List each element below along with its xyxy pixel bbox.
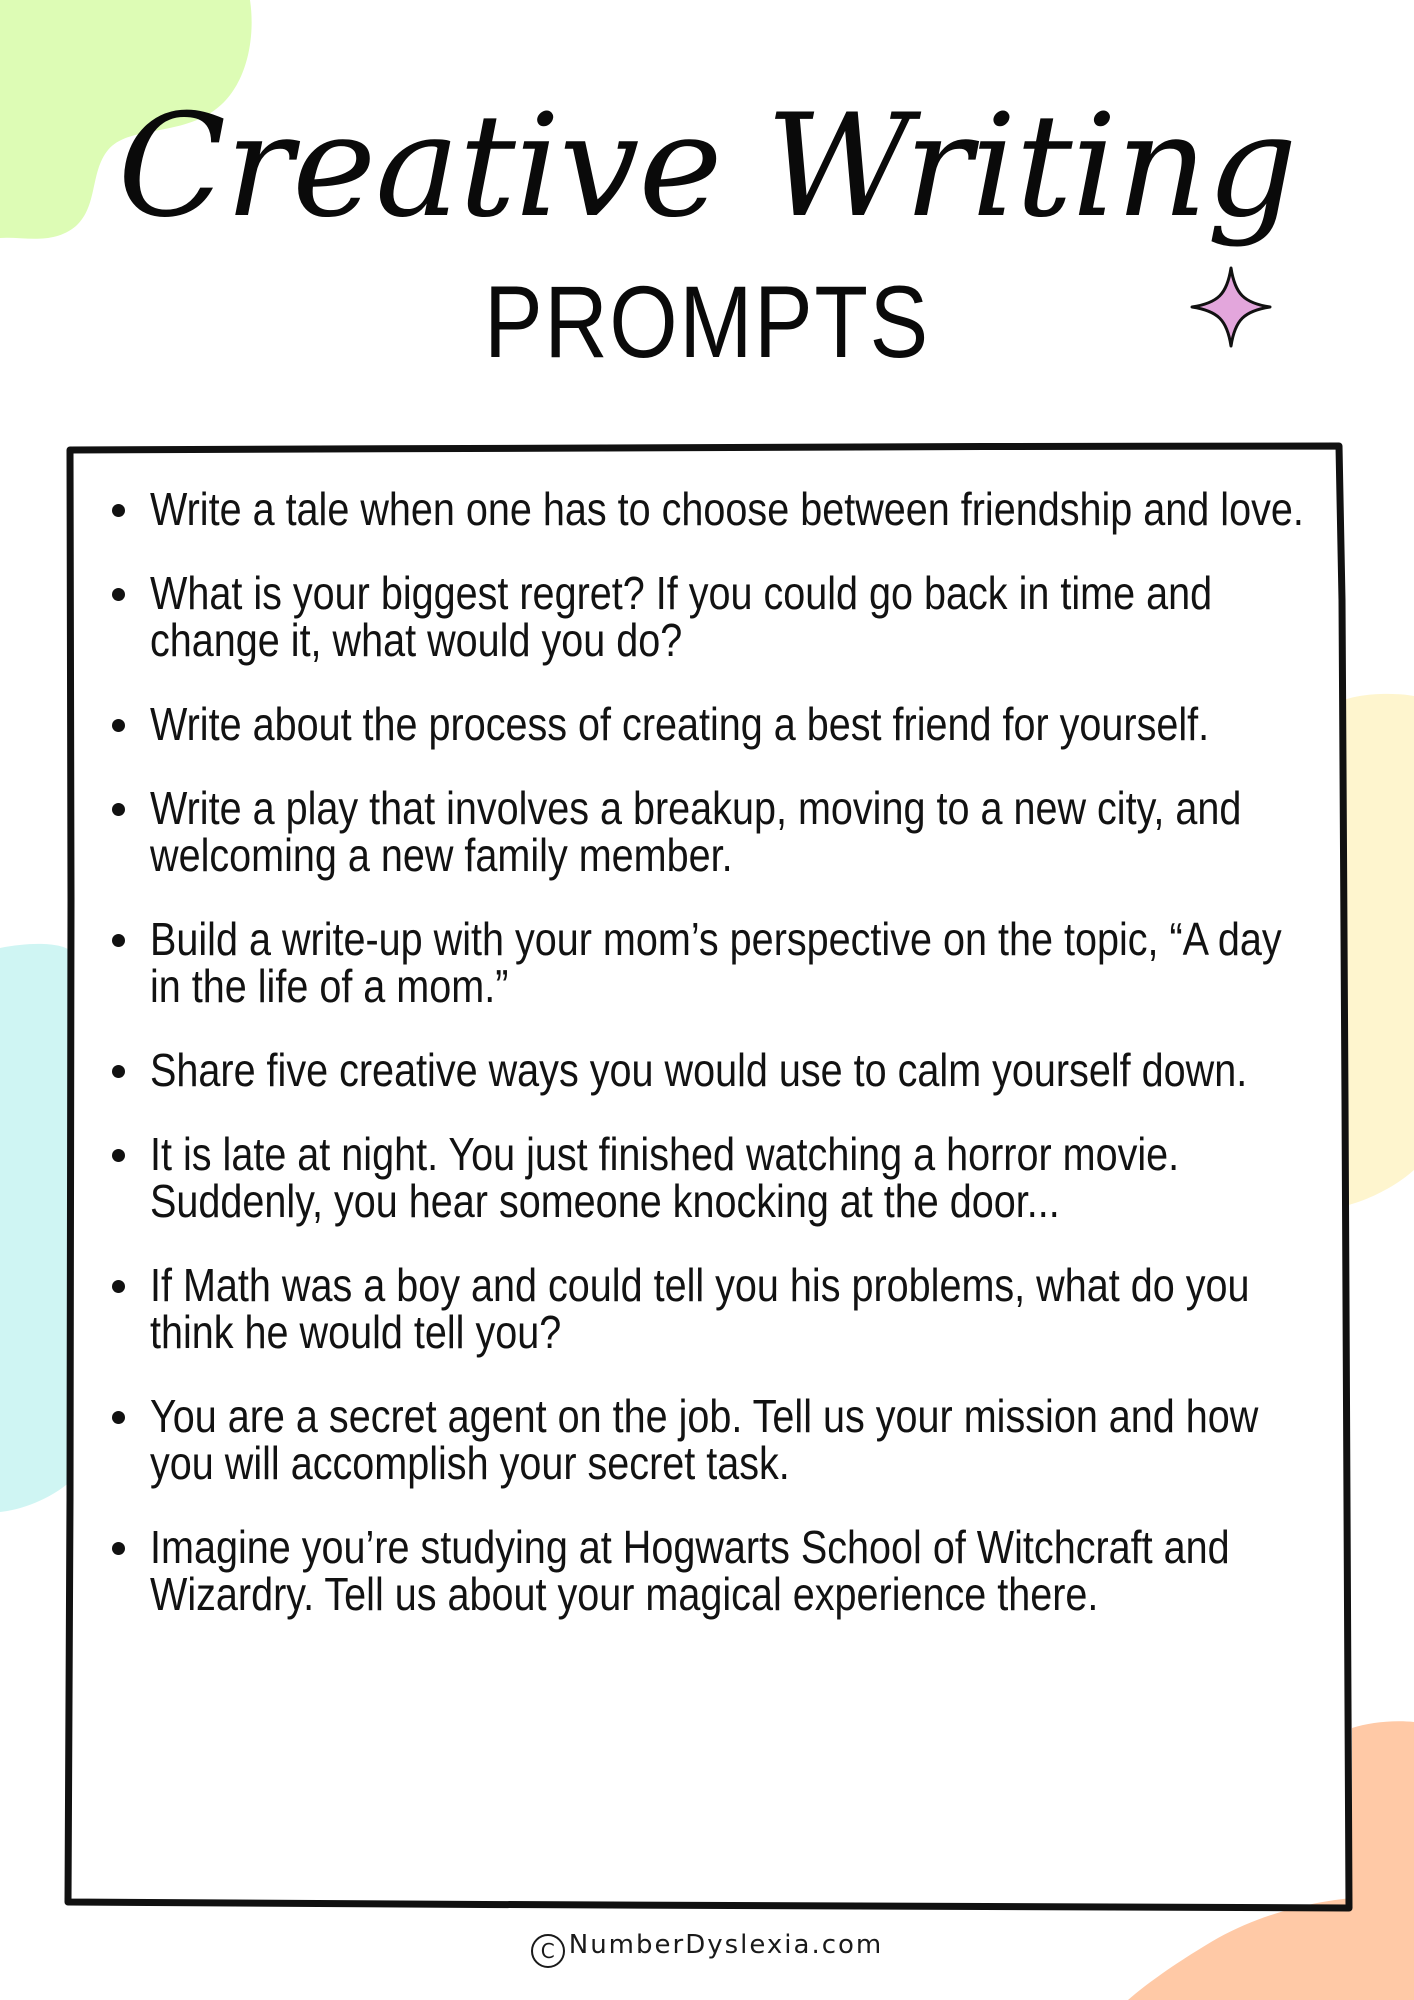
- prompt-text: Write about the process of creating a best friend for yourself.: [150, 698, 1210, 750]
- bullet-icon: [112, 1280, 125, 1293]
- bullet-icon: [112, 1542, 125, 1555]
- bullet-icon: [112, 1149, 125, 1162]
- prompt-text: Write a tale when one has to choose between friendship and love.: [150, 483, 1304, 535]
- four-point-star-icon: [1188, 264, 1274, 350]
- list-item: [100, 1044, 1320, 1096]
- prompt-text: Share five creative ways you would use to calm yourself down.: [150, 1044, 1248, 1096]
- prompt-list: [100, 483, 1320, 1655]
- list-item: [100, 1390, 1320, 1489]
- title-subtitle: PROMPTS: [484, 265, 930, 379]
- prompt-text: If Math was a boy and could tell you his problems, what do you think he would tell you?: [150, 1259, 1250, 1358]
- bullet-icon: [112, 719, 125, 732]
- footer-credit: [0, 1930, 1414, 1968]
- bullet-icon: [112, 1411, 125, 1424]
- prompt-text: Write a play that involves a breakup, moving to a new city, and welcoming a new family member.: [150, 782, 1242, 881]
- bullet-icon: [112, 1065, 125, 1078]
- footer-site-name: NumberDyslexia.com: [568, 1930, 884, 1960]
- list-item: [100, 1521, 1320, 1620]
- cyan-blob: [0, 944, 72, 1512]
- prompt-text: What is your biggest regret? If you could go back in time and change it, what would you do?: [150, 567, 1213, 666]
- title-script: Creative Writing: [117, 84, 1297, 249]
- prompt-text: Build a write-up with your mom’s perspective on the topic, “A day in the life of a mom.”: [150, 913, 1282, 1012]
- copyright-icon: C: [531, 1934, 565, 1968]
- list-item: [100, 1128, 1320, 1227]
- bullet-icon: [112, 588, 125, 601]
- list-item: [100, 698, 1320, 750]
- list-item: [100, 782, 1320, 881]
- prompt-text: It is late at night. You just finished watching a horror movie. Suddenly, you hear someone knocking at the door...: [150, 1128, 1180, 1227]
- list-item: [100, 1259, 1320, 1358]
- bullet-icon: [112, 934, 125, 947]
- bullet-icon: [112, 504, 125, 517]
- list-item: [100, 913, 1320, 1012]
- prompt-text: You are a secret agent on the job. Tell us your mission and how you will accomplish your secret task.: [150, 1390, 1259, 1489]
- list-item: [100, 483, 1320, 535]
- list-item: [100, 567, 1320, 666]
- bullet-icon: [112, 803, 125, 816]
- prompt-text: Imagine you’re studying at Hogwarts School of Witchcraft and Wizardry. Tell us about your magical experience there.: [150, 1521, 1230, 1620]
- yellow-blob: [1344, 694, 1414, 1206]
